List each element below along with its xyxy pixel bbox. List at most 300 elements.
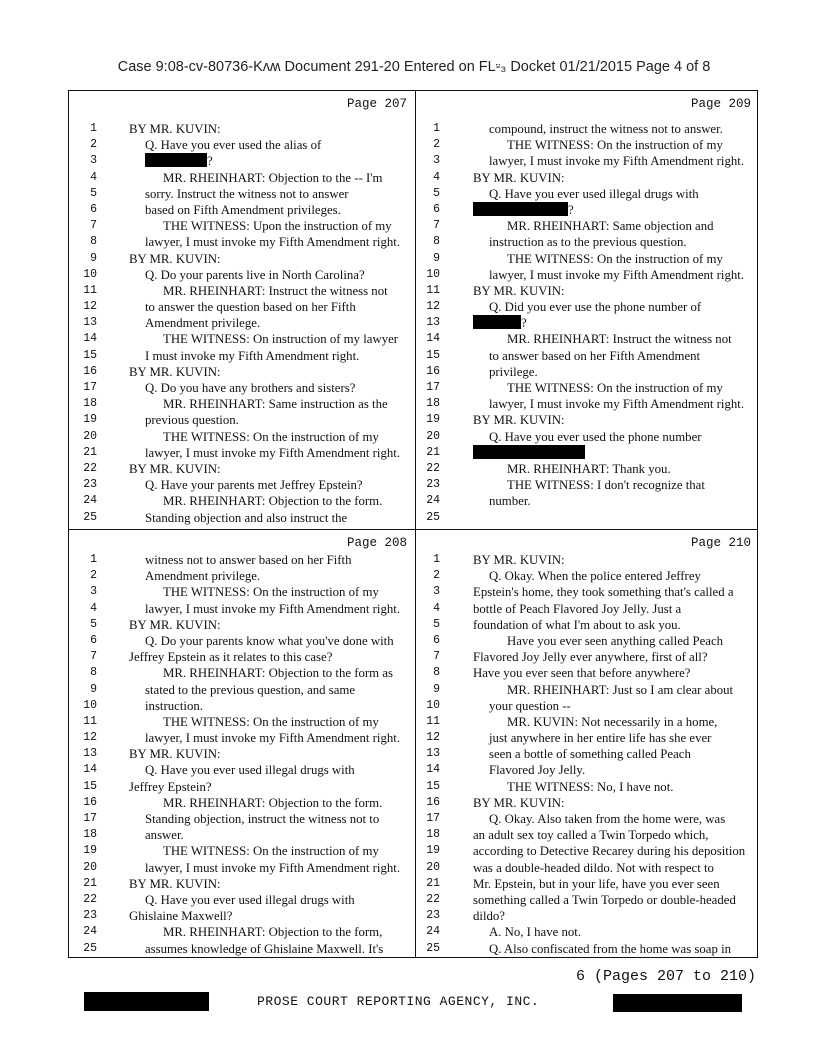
line-number: 10 <box>426 267 440 281</box>
line-number: 18 <box>426 828 440 842</box>
line-list <box>416 552 759 957</box>
line-text: Q. Have you ever used the alias of <box>145 138 322 153</box>
line-text: Flavored Joy Jelly ever anywhere, first of all? <box>473 650 708 665</box>
line-text: lawyer, I must invoke my Fifth Amendment right. <box>145 731 401 746</box>
line-text: BY MR. KUVIN: <box>473 795 565 810</box>
transcript-line <box>416 908 759 924</box>
transcript-line <box>69 412 415 428</box>
transcript-grid <box>68 90 758 958</box>
line-number: 19 <box>426 844 440 858</box>
line-number: 16 <box>426 364 440 378</box>
transcript-line <box>69 746 415 762</box>
transcript-line <box>416 348 759 364</box>
line-number: 13 <box>83 316 97 330</box>
transcript-line <box>69 682 415 698</box>
transcript-line <box>416 493 759 509</box>
line-number: 23 <box>83 909 97 923</box>
line-text: BY MR. KUVIN: <box>129 876 221 891</box>
line-number: 5 <box>433 186 440 200</box>
line-text: Jeffrey Epstein as it relates to this case? <box>129 650 333 665</box>
line-number: 22 <box>83 892 97 906</box>
line-number: 23 <box>426 909 440 923</box>
line-number: 6 <box>433 202 440 216</box>
transcript-line <box>416 584 759 600</box>
line-number: 15 <box>83 779 97 793</box>
line-number: 2 <box>433 569 440 583</box>
line-text: MR. RHEINHART: Thank you. <box>507 461 671 476</box>
agency-footer: PROSE COURT REPORTING AGENCY, INC. <box>257 994 540 1009</box>
line-number: 4 <box>433 601 440 615</box>
line-text: BY MR. KUVIN: <box>129 122 221 136</box>
transcript-line <box>416 315 759 331</box>
page-label: Page 208 <box>346 536 407 550</box>
case-header: Case 9:08-cv-80736-Kʌʍ Document 291-20 Entered on FL⸚₃ Docket 01/21/2015 Page 4 of 8 <box>117 59 711 75</box>
transcript-line <box>69 364 415 380</box>
line-text: Q. Did you ever use the phone number of <box>489 300 702 315</box>
line-number: 14 <box>83 332 97 346</box>
line-text: lawyer, I must invoke my Fifth Amendment right. <box>489 267 745 282</box>
line-text: MR. RHEINHART: Objection to the form. <box>163 795 383 810</box>
line-text: Have you ever seen that before anywhere? <box>473 666 691 681</box>
line-text: MR. KUVIN: Not necessarily in a home, <box>507 714 718 729</box>
line-number: 5 <box>90 617 97 631</box>
line-text: BY MR. KUVIN: <box>129 617 221 632</box>
transcript-line <box>69 601 415 617</box>
transcript-line <box>416 568 759 584</box>
transcript-line <box>69 860 415 876</box>
line-number: 8 <box>433 666 440 680</box>
line-number: 10 <box>83 267 97 281</box>
line-number: 15 <box>426 779 440 793</box>
page-range-footer: 6 (Pages 207 to 210) <box>575 968 756 985</box>
line-text: THE WITNESS: On the instruction of my <box>507 138 723 153</box>
line-number: 12 <box>83 731 97 745</box>
line-number: 6 <box>90 202 97 216</box>
transcript-line <box>416 941 759 957</box>
transcript-line <box>69 843 415 859</box>
page-label: Page 209 <box>690 97 751 111</box>
line-text: BY MR. KUVIN: <box>473 283 565 298</box>
line-number: 16 <box>426 795 440 809</box>
line-number: 10 <box>426 698 440 712</box>
redaction-block <box>473 202 568 216</box>
line-text: MR. RHEINHART: Objection to the -- I'm <box>163 170 383 185</box>
transcript-line <box>416 429 759 445</box>
transcript-line <box>69 924 415 940</box>
line-text: seen a bottle of something called Peach <box>489 747 691 762</box>
line-text: THE WITNESS: No, I have not. <box>507 779 674 794</box>
transcript-line <box>69 649 415 665</box>
line-number: 3 <box>90 154 97 168</box>
transcript-line <box>416 170 759 186</box>
line-text: assumes knowledge of Ghislaine Maxwell. It's <box>145 941 384 956</box>
line-text: lawyer, I must invoke my Fifth Amendment right. <box>145 601 401 616</box>
line-text: THE WITNESS: On the instruction of my <box>163 429 379 444</box>
line-number: 16 <box>83 364 97 378</box>
line-number: 21 <box>83 876 97 890</box>
line-number: 8 <box>90 235 97 249</box>
redaction-block <box>473 445 585 459</box>
transcript-line <box>69 568 415 584</box>
transcript-line <box>416 633 759 649</box>
line-text <box>473 445 585 461</box>
transcript-line <box>69 908 415 924</box>
line-number: 24 <box>426 494 440 508</box>
transcript-line <box>416 698 759 714</box>
line-text: lawyer, I must invoke my Fifth Amendment right. <box>489 397 745 412</box>
line-text: foundation of what I'm about to ask you. <box>473 617 681 632</box>
transcript-line <box>69 251 415 267</box>
transcript-line <box>69 299 415 315</box>
transcript-line <box>416 510 759 526</box>
transcript-line <box>69 633 415 649</box>
line-number: 21 <box>426 445 440 459</box>
transcript-line <box>416 876 759 892</box>
line-number: 8 <box>433 235 440 249</box>
line-text: lawyer, I must invoke my Fifth Amendment right. <box>145 860 401 875</box>
transcript-line <box>416 412 759 428</box>
line-number: 14 <box>426 763 440 777</box>
line-number: 19 <box>83 413 97 427</box>
line-number: 12 <box>426 300 440 314</box>
transcript-line <box>69 941 415 957</box>
line-number: 18 <box>83 828 97 842</box>
line-number: 13 <box>426 747 440 761</box>
transcript-line <box>416 892 759 908</box>
line-number: 2 <box>90 138 97 152</box>
transcript-line <box>69 121 415 137</box>
line-text: MR. RHEINHART: Objection to the form as <box>163 666 393 681</box>
line-text: Mr. Epstein, but in your life, have you ever seen <box>473 876 720 891</box>
line-number: 9 <box>433 682 440 696</box>
line-text: THE WITNESS: Upon the instruction of my <box>163 219 392 234</box>
line-text: BY MR. KUVIN: <box>129 747 221 762</box>
line-text: something called a Twin Torpedo or double-headed <box>473 892 736 907</box>
line-number: 7 <box>90 650 97 664</box>
transcript-line <box>416 299 759 315</box>
transcript-line <box>69 617 415 633</box>
transcript-line <box>69 477 415 493</box>
line-number: 5 <box>90 186 97 200</box>
page-label: Page 207 <box>346 97 407 111</box>
line-text: Q. Okay. When the police entered Jeffrey <box>489 569 701 584</box>
line-number: 24 <box>426 925 440 939</box>
line-number: 9 <box>90 251 97 265</box>
line-number: 7 <box>433 219 440 233</box>
transcript-line <box>416 396 759 412</box>
transcript-line <box>69 267 415 283</box>
line-text: according to Detective Recarey during his deposition <box>473 844 746 859</box>
transcript-line <box>416 202 759 218</box>
transcript-line <box>69 892 415 908</box>
line-text: instruction. <box>145 698 203 713</box>
transcript-line <box>69 811 415 827</box>
line-number: 22 <box>83 461 97 475</box>
transcript-line <box>69 331 415 347</box>
transcript-line <box>69 315 415 331</box>
transcript-line <box>69 584 415 600</box>
line-text: THE WITNESS: On the instruction of my <box>163 585 379 600</box>
line-text: THE WITNESS: On the instruction of my <box>507 251 723 266</box>
line-number: 16 <box>83 795 97 809</box>
transcript-line <box>416 121 759 137</box>
line-text: Q. Have you ever used illegal drugs with <box>145 763 355 778</box>
transcript-line <box>416 364 759 380</box>
line-number: 7 <box>90 219 97 233</box>
line-text: to answer based on her Fifth Amendment <box>489 348 701 363</box>
line-text: Epstein's home, they took something that's called a <box>473 585 734 600</box>
line-number: 11 <box>83 283 97 297</box>
line-number: 17 <box>83 812 97 825</box>
transcript-line <box>69 186 415 202</box>
line-text: MR. RHEINHART: Just so I am clear about <box>507 682 734 697</box>
line-text: Q. Have you ever used illegal drugs with <box>145 892 355 907</box>
line-text: Q. Also confiscated from the home was soap in <box>489 941 732 956</box>
line-text: BY MR. KUVIN: <box>129 461 221 476</box>
line-number: 20 <box>426 860 440 874</box>
line-number: 25 <box>83 941 97 955</box>
transcript-line <box>416 665 759 681</box>
line-text: bottle of Peach Flavored Joy Jelly. Just a <box>473 601 682 616</box>
line-number: 24 <box>83 925 97 939</box>
transcript-page-207 <box>69 91 415 529</box>
line-number: 3 <box>433 585 440 599</box>
transcript-line <box>416 924 759 940</box>
redaction-block <box>84 992 209 1011</box>
line-number: 11 <box>426 714 440 728</box>
transcript-line <box>416 714 759 730</box>
line-number: 4 <box>433 170 440 184</box>
line-text: Amendment privilege. <box>145 316 261 331</box>
transcript-line <box>416 461 759 477</box>
line-text: MR. RHEINHART: Objection to the form, <box>163 925 383 940</box>
transcript-line <box>69 445 415 461</box>
line-number: 3 <box>90 585 97 599</box>
transcript-line <box>416 746 759 762</box>
page-label: Page 210 <box>690 536 751 550</box>
line-text: MR. RHEINHART: Same instruction as the <box>163 397 388 412</box>
line-number: 22 <box>426 892 440 906</box>
line-text: number. <box>489 494 531 509</box>
line-text: lawyer, I must invoke my Fifth Amendment right. <box>145 445 401 460</box>
line-text: THE WITNESS: On the instruction of my <box>163 714 379 729</box>
line-number: 17 <box>426 381 440 394</box>
line-text: just anywhere in her entire life has she ever <box>489 731 712 746</box>
line-text: Q. Do your parents know what you've done with <box>145 633 394 648</box>
transcript-line <box>69 218 415 234</box>
line-text: Ghislaine Maxwell? <box>129 909 233 924</box>
line-number: 20 <box>426 429 440 443</box>
transcript-line <box>69 665 415 681</box>
line-number: 9 <box>90 682 97 696</box>
transcript-page-210 <box>416 530 759 959</box>
transcript-line <box>416 730 759 746</box>
line-text: privilege. <box>489 364 538 379</box>
line-text <box>473 202 574 218</box>
line-list <box>69 552 415 957</box>
transcript-line <box>69 827 415 843</box>
line-number: 25 <box>426 510 440 524</box>
line-suffix: ? <box>207 154 213 169</box>
line-text: lawyer, I must invoke my Fifth Amendment right. <box>489 154 745 169</box>
redaction-block <box>145 153 207 167</box>
transcript-line <box>416 251 759 267</box>
transcript-line <box>416 860 759 876</box>
transcript-line <box>416 153 759 169</box>
transcript-line <box>69 493 415 509</box>
line-number: 4 <box>90 601 97 615</box>
line-number: 25 <box>426 941 440 955</box>
line-number: 6 <box>90 633 97 647</box>
line-number: 17 <box>83 381 97 394</box>
line-number: 12 <box>83 300 97 314</box>
line-text: BY MR. KUVIN: <box>473 170 565 185</box>
line-number: 5 <box>433 617 440 631</box>
transcript-line <box>69 876 415 892</box>
line-text: Q. Okay. Also taken from the home were, was <box>489 812 726 826</box>
line-number: 25 <box>83 510 97 524</box>
transcript-line <box>69 283 415 299</box>
line-number: 7 <box>433 650 440 664</box>
line-list <box>416 121 759 526</box>
transcript-line <box>416 331 759 347</box>
line-text: stated to the previous question, and same <box>145 682 356 697</box>
line-number: 14 <box>426 332 440 346</box>
transcript-line <box>416 682 759 698</box>
line-text: Q. Have you ever used the phone number <box>489 429 702 444</box>
line-text: THE WITNESS: I don't recognize that <box>507 478 705 493</box>
transcript-page-209 <box>416 91 759 529</box>
line-text: MR. RHEINHART: Instruct the witness not <box>163 283 388 298</box>
line-number: 14 <box>83 763 97 777</box>
redaction-block <box>473 315 521 329</box>
line-text: MR. RHEINHART: Objection to the form. <box>163 494 383 509</box>
transcript-line <box>69 380 415 396</box>
transcript-line <box>416 827 759 843</box>
transcript-line <box>416 795 759 811</box>
transcript-line <box>416 380 759 396</box>
line-number: 18 <box>426 397 440 411</box>
transcript-line <box>416 811 759 827</box>
line-number: 1 <box>433 122 440 135</box>
line-suffix: ? <box>521 316 527 331</box>
line-text: to answer the question based on her Fifth <box>145 300 356 315</box>
line-number: 8 <box>90 666 97 680</box>
transcript-line <box>69 396 415 412</box>
line-text: compound, instruct the witness not to answer. <box>489 122 723 136</box>
line-text: MR. RHEINHART: Same objection and <box>507 219 714 234</box>
transcript-line <box>69 170 415 186</box>
transcript-line <box>69 552 415 568</box>
line-number: 24 <box>83 494 97 508</box>
transcript-line <box>69 137 415 153</box>
transcript-line <box>416 234 759 250</box>
transcript-line <box>69 795 415 811</box>
line-text: Q. Have your parents met Jeffrey Epstein? <box>145 478 363 493</box>
transcript-line <box>416 552 759 568</box>
transcript-line <box>416 762 759 778</box>
line-number: 4 <box>90 170 97 184</box>
line-number: 21 <box>83 445 97 459</box>
line-text: dildo? <box>473 909 505 924</box>
line-list <box>69 121 415 526</box>
transcript-line <box>69 202 415 218</box>
transcript-line <box>69 153 415 169</box>
line-text: BY MR. KUVIN: <box>473 413 565 428</box>
transcript-line <box>69 461 415 477</box>
line-text: THE WITNESS: On the instruction of my <box>163 844 379 859</box>
line-number: 20 <box>83 429 97 443</box>
line-text: Amendment privilege. <box>145 569 261 584</box>
line-text: was a double-headed dildo. Not with respect to <box>473 860 714 875</box>
line-number: 12 <box>426 731 440 745</box>
transcript-line <box>416 445 759 461</box>
transcript-line <box>416 283 759 299</box>
transcript-line <box>416 477 759 493</box>
line-number: 11 <box>426 283 440 297</box>
line-text: an adult sex toy called a Twin Torpedo which, <box>473 828 709 843</box>
line-text: Standing objection, instruct the witness not to <box>145 812 380 826</box>
line-text: sorry. Instruct the witness not to answer <box>145 186 349 201</box>
transcript-line <box>69 714 415 730</box>
transcript-line <box>416 779 759 795</box>
line-text: Have you ever seen anything called Peach <box>507 633 724 648</box>
line-number: 2 <box>90 569 97 583</box>
line-number: 19 <box>83 844 97 858</box>
transcript-line <box>416 601 759 617</box>
line-number: 15 <box>83 348 97 362</box>
line-number: 15 <box>426 348 440 362</box>
line-text: your question -- <box>489 698 571 713</box>
transcript-line <box>416 186 759 202</box>
line-number: 23 <box>426 478 440 492</box>
line-number: 18 <box>83 397 97 411</box>
line-text <box>145 153 213 169</box>
line-text: THE WITNESS: On instruction of my lawyer <box>163 332 399 347</box>
line-text: MR. RHEINHART: Instruct the witness not <box>507 332 732 347</box>
transcript-line <box>69 234 415 250</box>
transcript-line <box>69 698 415 714</box>
line-number: 17 <box>426 812 440 825</box>
line-text: THE WITNESS: On the instruction of my <box>507 381 723 395</box>
line-text <box>473 315 527 331</box>
transcript-line <box>416 218 759 234</box>
line-text: previous question. <box>145 413 239 428</box>
transcript-line <box>69 730 415 746</box>
line-number: 22 <box>426 461 440 475</box>
line-number: 2 <box>433 138 440 152</box>
transcript-line <box>416 843 759 859</box>
line-number: 3 <box>433 154 440 168</box>
line-suffix: ? <box>568 202 574 217</box>
transcript-line <box>69 348 415 364</box>
redaction-block <box>613 994 742 1012</box>
line-text: A. No, I have not. <box>489 925 582 940</box>
line-number: 23 <box>83 478 97 492</box>
line-text: witness not to answer based on her Fifth <box>145 553 352 567</box>
line-text: Flavored Joy Jelly. <box>489 763 586 778</box>
transcript-page-208 <box>69 530 415 959</box>
transcript-line <box>416 617 759 633</box>
line-number: 1 <box>90 122 97 135</box>
line-text: Standing objection and also instruct the <box>145 510 348 525</box>
transcript-line <box>69 779 415 795</box>
line-number: 13 <box>83 747 97 761</box>
transcript-line <box>69 429 415 445</box>
line-text: instruction as to the previous question. <box>489 235 687 250</box>
line-text: based on Fifth Amendment privileges. <box>145 202 341 217</box>
line-text: Q. Have you ever used illegal drugs with <box>489 186 699 201</box>
